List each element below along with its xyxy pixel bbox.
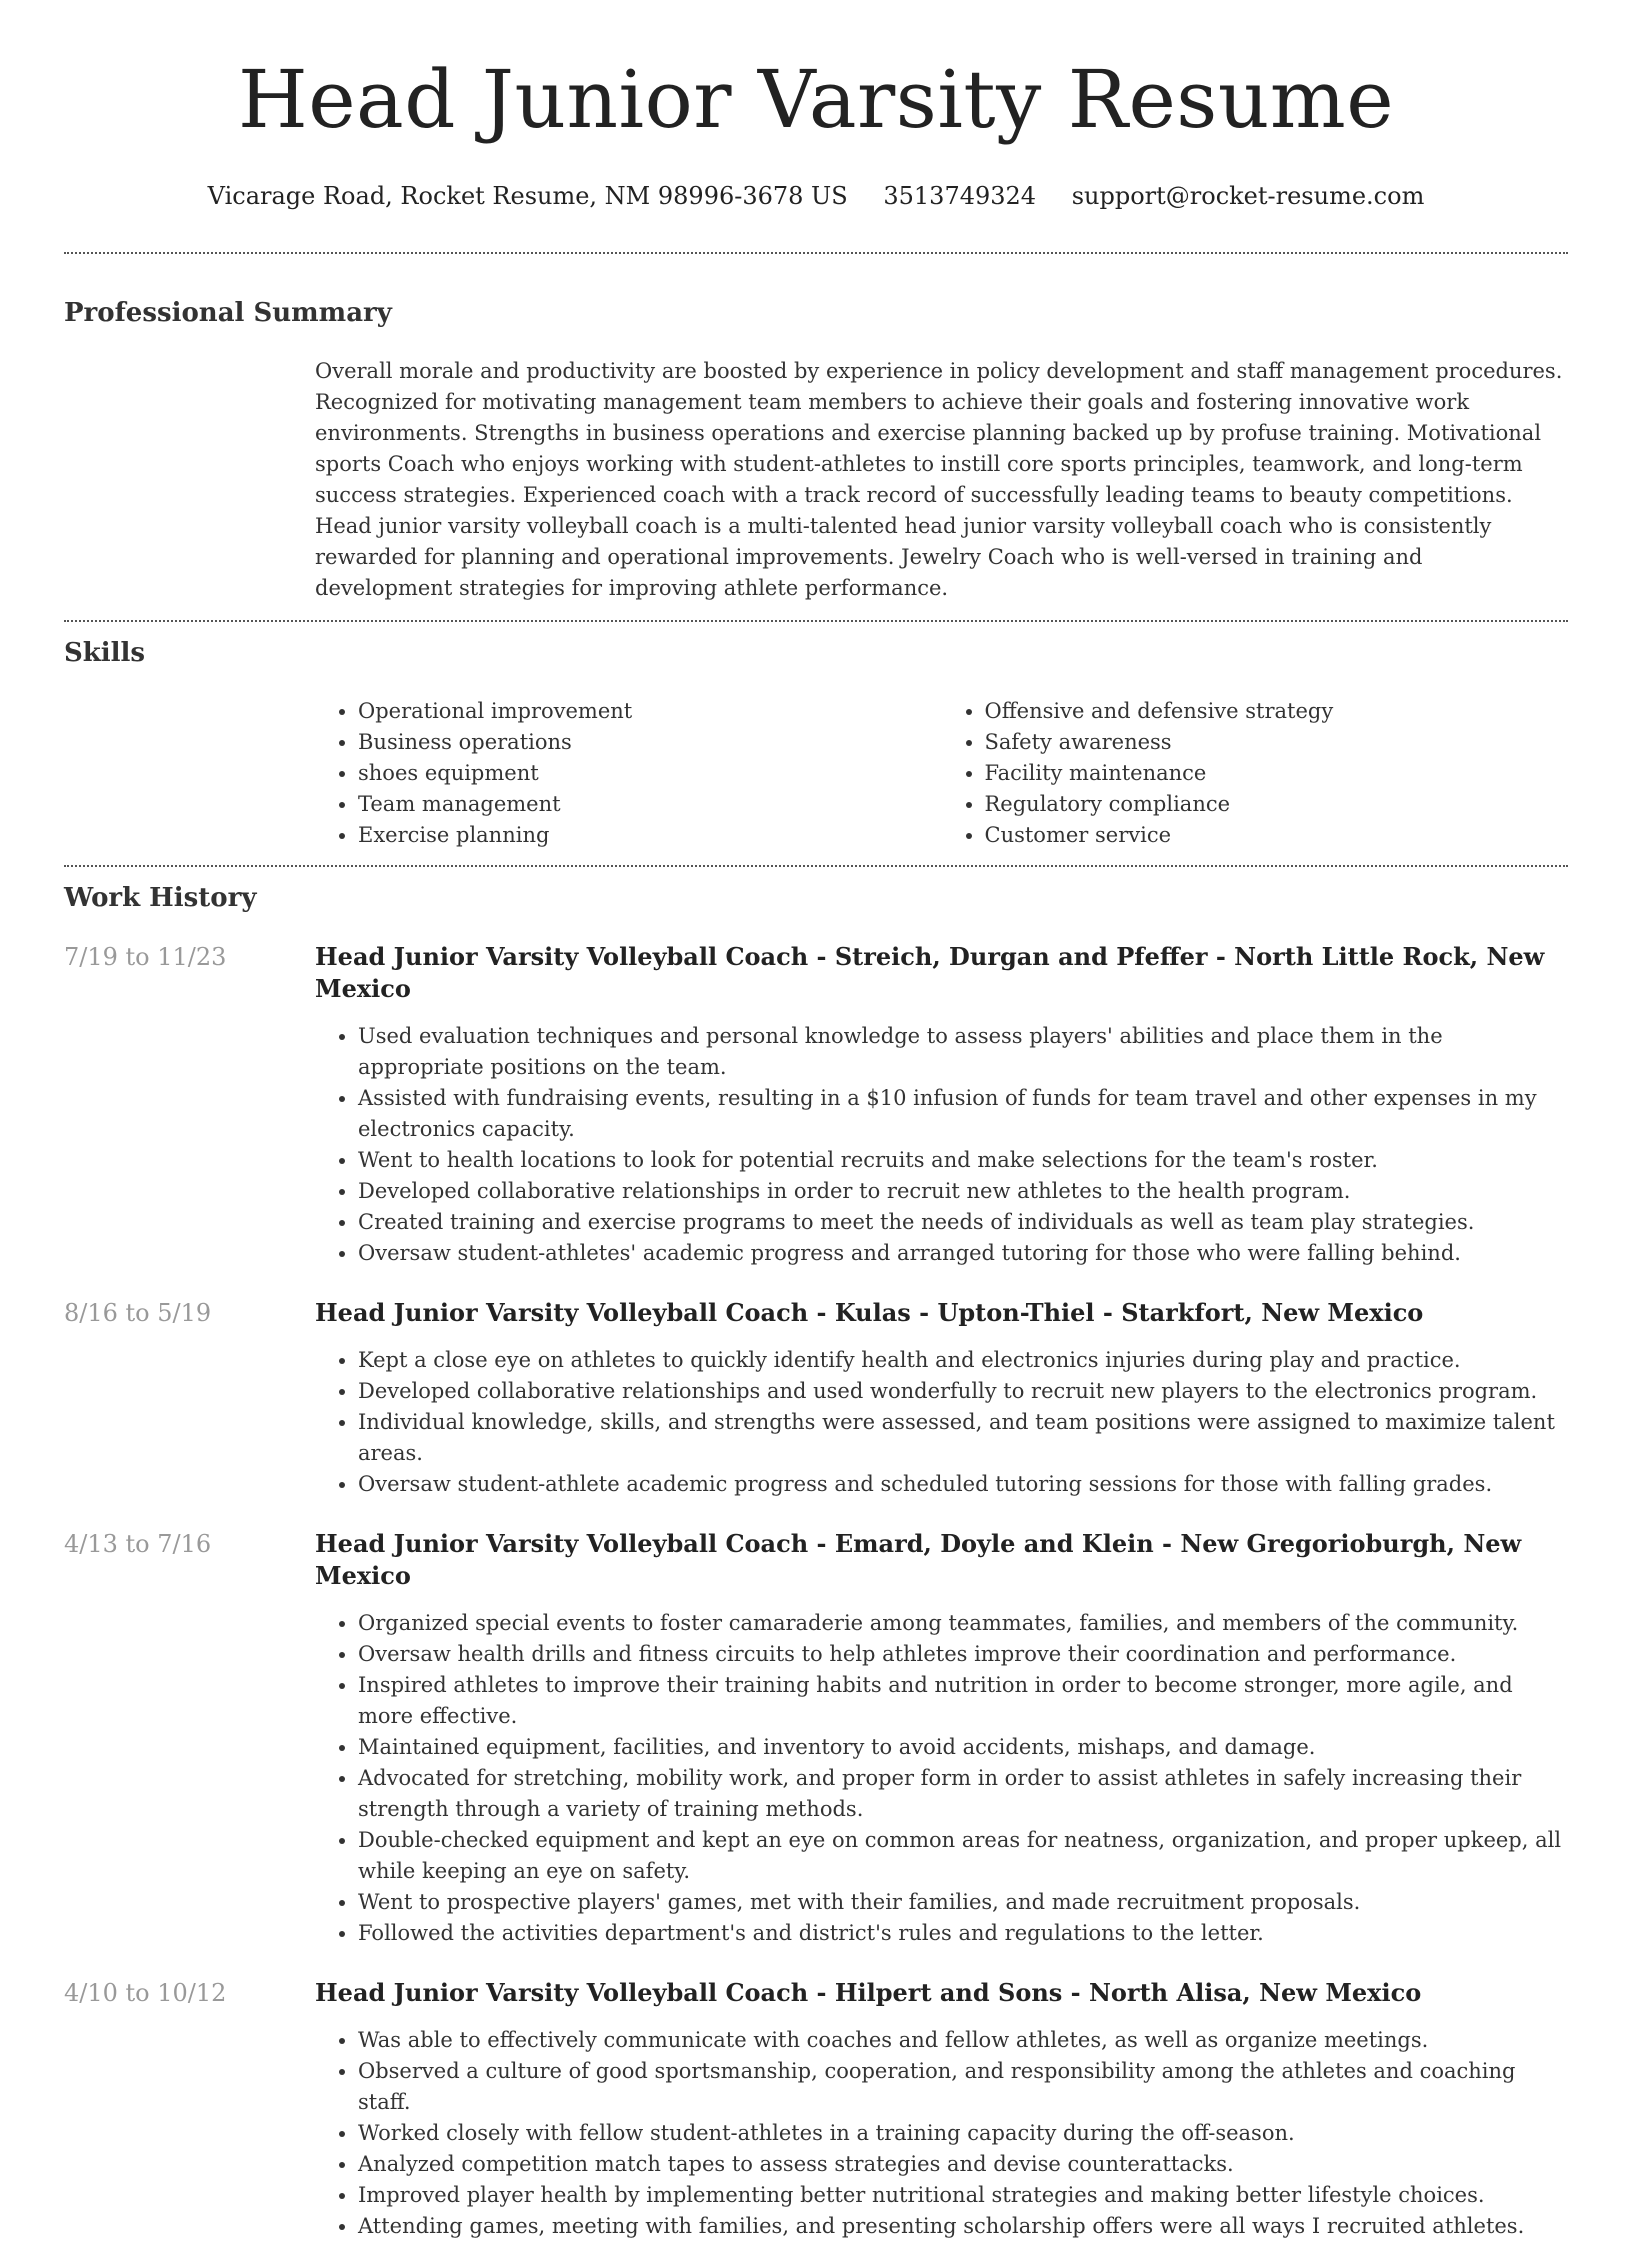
job-bullet: • Attending games, meeting with families, and presenting scholarship offers were all ways I recruited athletes. xyxy=(358,2211,1568,2242)
job-entry xyxy=(64,1528,1568,1949)
skill-item: • shoes equipment xyxy=(358,758,942,789)
job-entry xyxy=(64,941,1568,1269)
job-bullet: • Kept a close eye on athletes to quickly identify health and electronics injuries during play and practice. xyxy=(358,1345,1568,1376)
skill-item: • Team management xyxy=(358,789,942,820)
section-heading-work: Work History xyxy=(64,883,257,913)
contact-address: Vicarage Road, Rocket Resume, NM 98996-3678 US xyxy=(207,182,848,210)
resume-page xyxy=(64,0,1568,2242)
skill-item: • Exercise planning xyxy=(358,820,942,851)
job-bullet: • Was able to effectively communicate with coaches and fellow athletes, as well as organize meetings. xyxy=(358,2025,1568,2056)
job-title: Head Junior Varsity Volleyball Coach - Hilpert and Sons - North Alisa, New Mexico xyxy=(315,1978,1422,2007)
section-heading-summary: Professional Summary xyxy=(64,298,392,328)
job-bullet: • Analyzed competition match tapes to assess strategies and devise counterattacks. xyxy=(358,2149,1568,2180)
job-bullet: • Followed the activities department's and district's rules and regulations to the letter. xyxy=(358,1918,1568,1949)
contact-phone: 3513749324 xyxy=(883,182,1037,210)
skill-item: • Regulatory compliance xyxy=(985,789,1569,820)
job-bullet: • Used evaluation techniques and personal knowledge to assess players' abilities and place them in the appropriate positions on the team. xyxy=(358,1021,1568,1083)
job-dates: 4/13 to 7/16 xyxy=(64,1530,212,1558)
section-divider xyxy=(64,865,1568,867)
job-bullet: • Organized special events to foster camaraderie among teammates, families, and members of the community. xyxy=(358,1608,1568,1639)
section-divider xyxy=(64,620,1568,622)
job-dates: 8/16 to 5/19 xyxy=(64,1299,212,1327)
skill-item: • Offensive and defensive strategy xyxy=(985,696,1569,727)
job-bullet: • Inspired athletes to improve their training habits and nutrition in order to become stronger, more agile, and more effective. xyxy=(358,1670,1568,1732)
skill-item: • Customer service xyxy=(985,820,1569,851)
job-bullet-list xyxy=(315,1608,1568,1949)
job-entry xyxy=(64,1297,1568,1500)
skill-item: • Facility maintenance xyxy=(985,758,1569,789)
job-bullet: • Developed collaborative relationships in order to recruit new athletes to the health program. xyxy=(358,1176,1568,1207)
job-bullet: • Oversaw student-athletes' academic progress and arranged tutoring for those who were falling behind. xyxy=(358,1238,1568,1269)
professional-summary-section xyxy=(64,296,1568,604)
job-details xyxy=(315,1528,1568,1949)
job-bullet: • Individual knowledge, skills, and strengths were assessed, and team positions were assigned to maximize talent areas. xyxy=(358,1407,1568,1469)
job-details xyxy=(315,941,1568,1269)
skill-item: • Safety awareness xyxy=(985,727,1569,758)
job-title: Head Junior Varsity Volleyball Coach - Streich, Durgan and Pfeffer - North Little Rock, New Mexico xyxy=(315,942,1545,1003)
job-bullet-list xyxy=(315,1021,1568,1269)
job-details xyxy=(315,1977,1568,2242)
job-bullet: • Oversaw health drills and fitness circuits to help athletes improve their coordination and performance. xyxy=(358,1639,1568,1670)
job-title: Head Junior Varsity Volleyball Coach - Emard, Doyle and Klein - New Gregorioburgh, New Mexico xyxy=(315,1529,1522,1590)
job-list xyxy=(64,941,1568,2242)
job-bullet: • Oversaw student-athlete academic progress and scheduled tutoring sessions for those with falling grades. xyxy=(358,1469,1568,1500)
job-bullet: • Worked closely with fellow student-athletes in a training capacity during the off-season. xyxy=(358,2118,1568,2149)
section-heading-skills: Skills xyxy=(64,638,146,668)
job-details xyxy=(315,1297,1568,1500)
job-bullet: • Double-checked equipment and kept an eye on common areas for neatness, organization, and proper upkeep, all while keeping an eye on safety. xyxy=(358,1825,1568,1887)
job-bullet: • Observed a culture of good sportsmanship, cooperation, and responsibility among the athletes and coaching staff. xyxy=(358,2056,1568,2118)
job-title: Head Junior Varsity Volleyball Coach - Kulas - Upton-Thiel - Starkfort, New Mexico xyxy=(315,1298,1424,1327)
job-bullet: • Improved player health by implementing better nutritional strategies and making better lifestyle choices. xyxy=(358,2180,1568,2211)
job-dates: 7/19 to 11/23 xyxy=(64,943,227,971)
job-dates: 4/10 to 10/12 xyxy=(64,1979,227,2007)
work-history-section xyxy=(64,881,1568,2242)
job-bullet: • Went to health locations to look for potential recruits and make selections for the team's roster. xyxy=(358,1145,1568,1176)
job-bullet: • Advocated for stretching, mobility work, and proper form in order to assist athletes in safely increasing their strength through a variety of training methods. xyxy=(358,1763,1568,1825)
job-bullet: • Went to prospective players' games, met with their families, and made recruitment proposals. xyxy=(358,1887,1568,1918)
contact-email: support@rocket-resume.com xyxy=(1071,182,1425,210)
section-divider xyxy=(64,252,1568,254)
summary-text: Overall morale and productivity are boosted by experience in policy development and staff management procedures. Recognized for motivating management team members to achieve their goals and fostering innovative work environments. Strengths in business operations and exercise planning backed up by profuse training. Motivational sports Coach who enjoys working with student-athletes to instill core sports principles, teamwork, and long-term success strategies. Experienced coach with a track record of successfully leading teams to beauty competitions. Head junior varsity volleyball coach is a multi-talented head junior varsity volleyball coach who is consistently rewarded for planning and operational improvements. Jewelry Coach who is well-versed in training and development strategies for improving athlete performance. xyxy=(315,359,1563,600)
skills-column-right xyxy=(942,696,1569,851)
skill-item: • Business operations xyxy=(358,727,942,758)
job-bullet: • Developed collaborative relationships and used wonderfully to recruit new players to the electronics program. xyxy=(358,1376,1568,1407)
skills-grid xyxy=(315,696,1568,851)
resume-title: Head Junior Varsity Resume xyxy=(237,53,1395,146)
job-bullet-list xyxy=(315,2025,1568,2242)
job-bullet-list xyxy=(315,1345,1568,1500)
job-bullet: • Created training and exercise programs to meet the needs of individuals as well as team play strategies. xyxy=(358,1207,1568,1238)
skill-item: • Operational improvement xyxy=(358,696,942,727)
job-bullet: • Assisted with fundraising events, resulting in a $10 infusion of funds for team travel and other expenses in my electronics capacity. xyxy=(358,1083,1568,1145)
job-entry xyxy=(64,1977,1568,2242)
contact-line xyxy=(64,180,1568,212)
skills-section xyxy=(64,636,1568,851)
job-bullet: • Maintained equipment, facilities, and inventory to avoid accidents, mishaps, and damage. xyxy=(358,1732,1568,1763)
skills-column-left xyxy=(315,696,942,851)
